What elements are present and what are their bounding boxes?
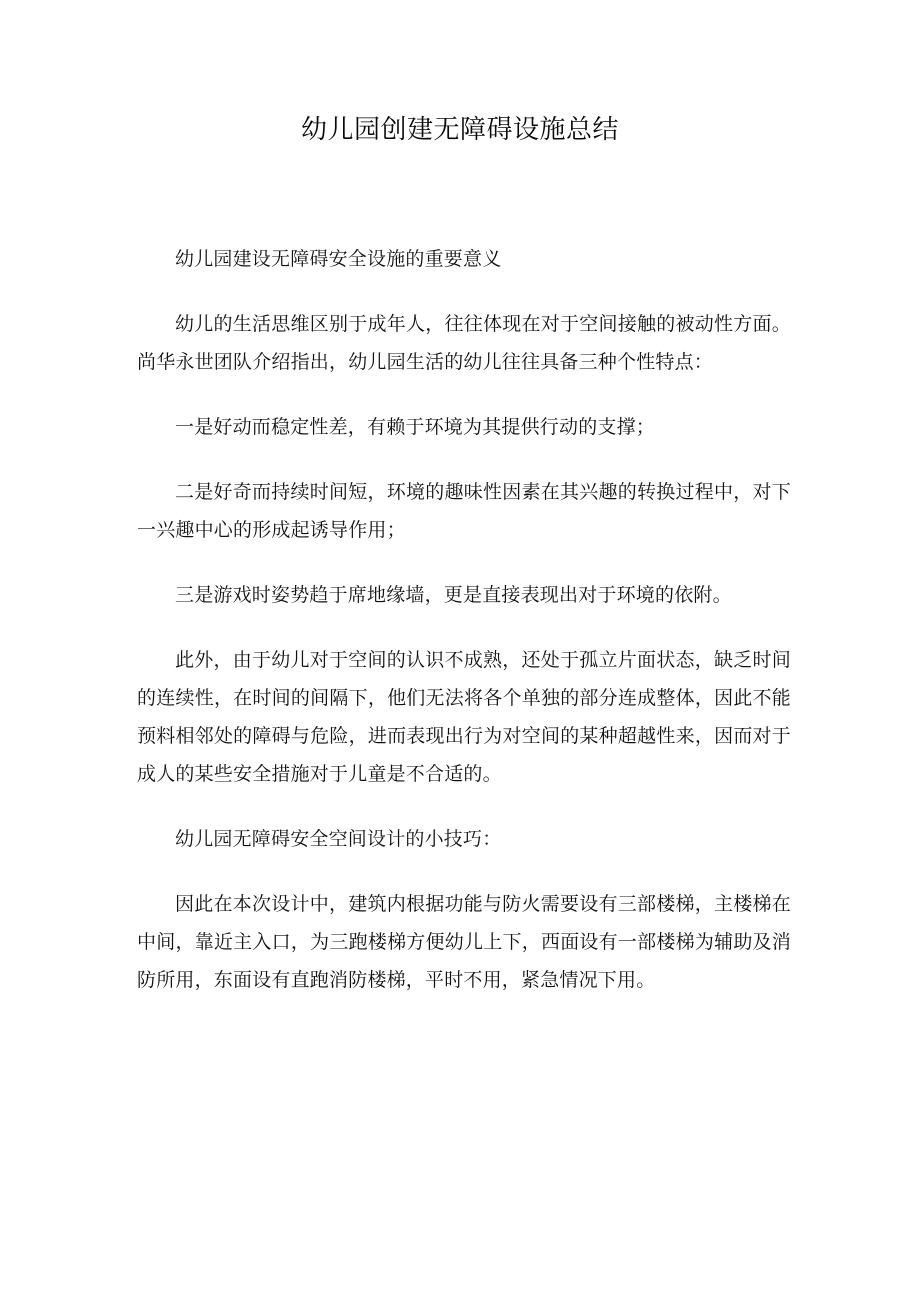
document-title: 幼儿园创建无障碍设施总结 — [300, 115, 619, 145]
paragraph-trait-two: 二是好奇而持续时间短，环境的趣味性因素在其兴趣的转换过程中，对下一兴趣中心的形成起诱导作用； — [137, 481, 791, 541]
section-heading-design-tips: 幼儿园无障碍安全空间设计的小技巧： — [175, 828, 502, 850]
document-body — [137, 240, 791, 1026]
paragraph-trait-three: 三是游戏时姿势趋于席地缘墙，更是直接表现出对于环境的依附。 — [175, 584, 732, 606]
section-heading-importance: 幼儿园建设无障碍安全设施的重要意义 — [175, 248, 502, 270]
paragraph-child-thinking: 幼儿的生活思维区别于成年人，往往体现在对于空间接触的被动性方面。尚华永世团队介绍指出，幼儿园生活的幼儿往往具备三种个性特点： — [137, 313, 791, 373]
paragraph-space-awareness: 此外，由于幼儿对于空间的认识不成熟，还处于孤立片面状态，缺乏时间的连续性，在时间的间隔下，他们无法将各个单独的部分连成整体，因此不能预料相邻处的障碍与危险，进而表现出行为对空间的某种超越性来，因而对于成人的某些安全措施对于儿童是不合适的。 — [137, 649, 791, 785]
paragraph-stairs-design: 因此在本次设计中，建筑内根据功能与防火需要设有三部楼梯，主楼梯在中间，靠近主入口，为三跑楼梯方便幼儿上下，西面设有一部楼梯为辅助及消防所用，东面设有直跑消防楼梯，平时不用，紧急情况下用。 — [137, 893, 791, 991]
paragraph-trait-one: 一是好动而稳定性差，有赖于环境为其提供行动的支撑； — [175, 416, 656, 438]
